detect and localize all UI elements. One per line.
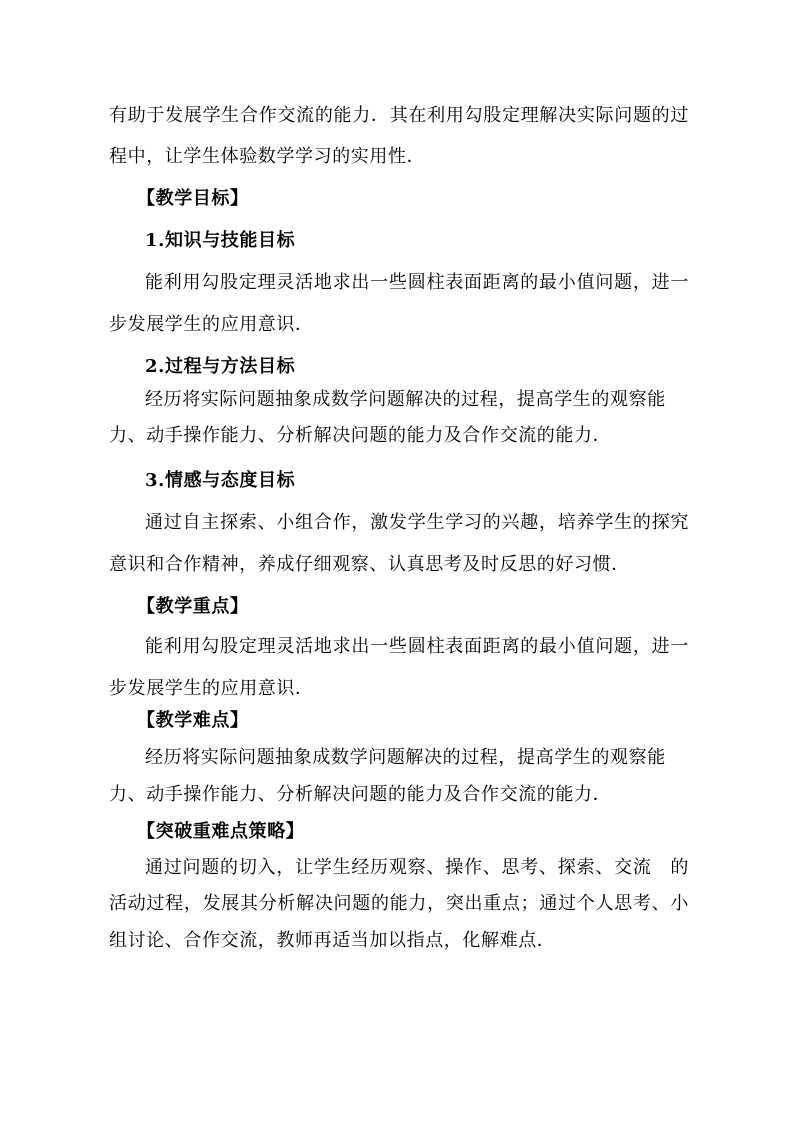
strategy-line-1: 通过问题的切入，让学生经历观察、操作、思考、探索、交流 的: [145, 857, 689, 878]
objectives-heading: 【教学目标】: [137, 188, 249, 209]
emotion-attitude-title: 3.情感与态度目标: [145, 470, 296, 491]
strategy-line-2: 活动过程，发展其分析解决问题的能力，突出重点；通过个人思考、小: [109, 893, 689, 914]
intro-line-2: 程中，让学生体验数学学习的实用性．: [109, 146, 426, 167]
knowledge-skills-line-2: 步发展学生的应用意识．: [109, 314, 314, 335]
key-points-heading: 【教学重点】: [137, 596, 249, 617]
emotion-attitude-line-1: 通过自主探索、小组合作，激发学生学习的兴趣，培养学生的探究: [145, 512, 689, 533]
strategy-heading: 【突破重难点策略】: [137, 821, 305, 842]
process-methods-line-1: 经历将实际问题抽象成数学问题解决的过程，提高学生的观察能: [145, 389, 666, 410]
process-methods-line-2: 力、动手操作能力、分析解决问题的能力及合作交流的能力．: [109, 425, 612, 446]
emotion-attitude-line-2: 意识和合作精神，养成仔细观察、认真思考及时反思的好习惯．: [109, 554, 630, 575]
process-methods-title: 2.过程与方法目标: [145, 356, 296, 377]
knowledge-skills-line-1: 能利用勾股定理灵活地求出一些圆柱表面距离的最小值问题，进一: [145, 272, 689, 293]
strategy-line-3: 组讨论、合作交流，教师再适当加以指点，化解难点．: [109, 930, 556, 951]
key-points-line-1: 能利用勾股定理灵活地求出一些圆柱表面距离的最小值问题，进一: [145, 636, 689, 657]
intro-line-1: 有助于发展学生合作交流的能力．其在利用勾股定理解决实际问题的过: [109, 105, 689, 126]
difficulties-line-1: 经历将实际问题抽象成数学问题解决的过程，提高学生的观察能: [145, 747, 666, 768]
difficulties-line-2: 力、动手操作能力、分析解决问题的能力及合作交流的能力．: [109, 784, 612, 805]
knowledge-skills-title: 1.知识与技能目标: [145, 230, 296, 251]
key-points-line-2: 步发展学生的应用意识．: [109, 678, 314, 699]
difficulties-heading: 【教学难点】: [137, 710, 249, 731]
